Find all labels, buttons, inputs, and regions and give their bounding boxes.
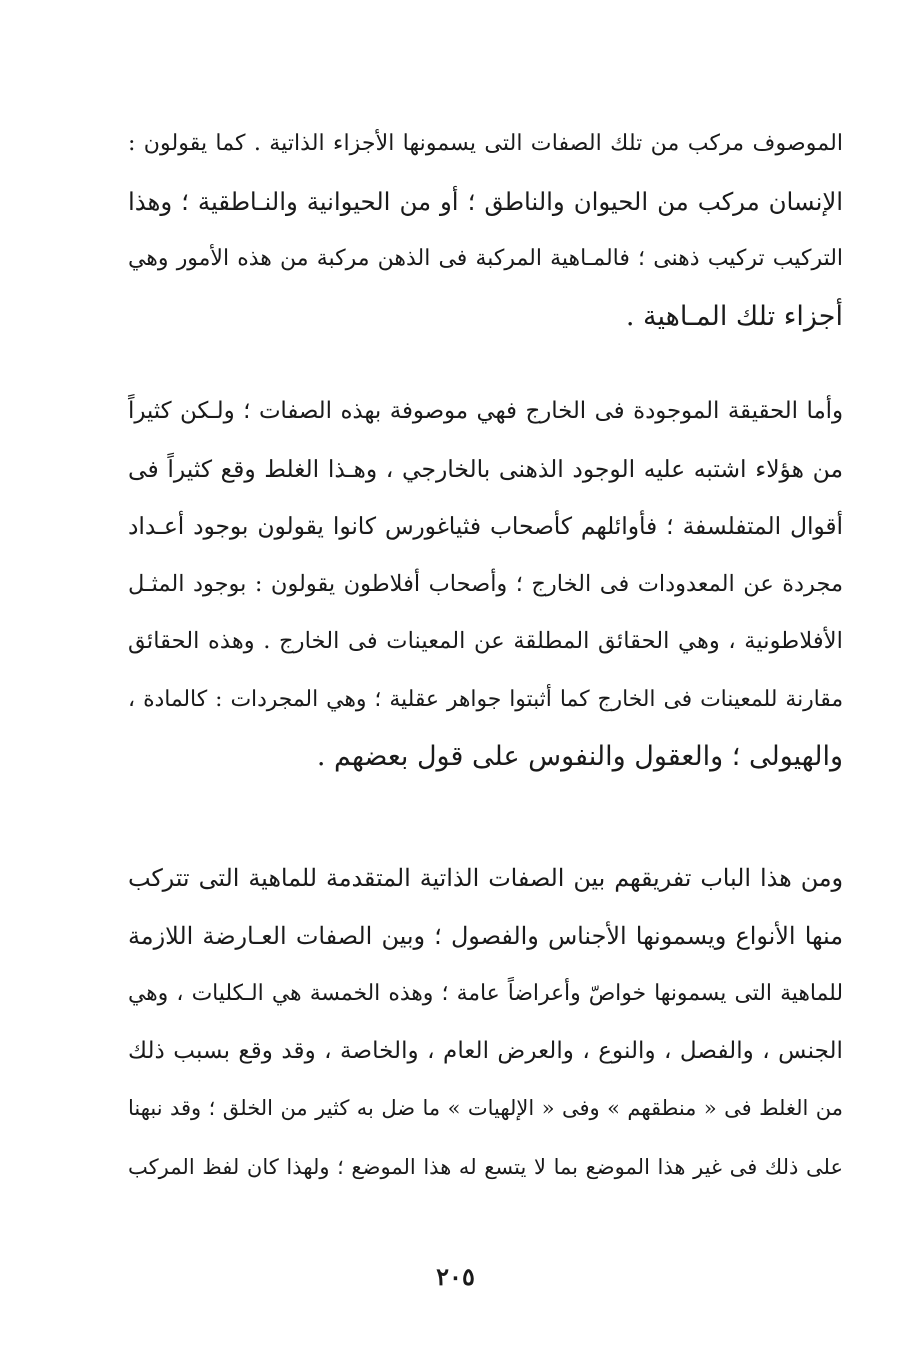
text-line: والهيولى ؛ والعقول والنفوس على قول بعضهم . <box>316 741 843 772</box>
text-line: مجردة عن المعدودات فى الخارج ؛ وأصحاب أفلاطون يقولون : بوجود المثـل <box>128 570 843 597</box>
text-line: الإنسان مركب من الحيوان والناطق ؛ أو من الحيوانية والنـاطقية ؛ وهذا <box>128 186 843 216</box>
text-line: منها الأنواع ويسمونها الأجناس والفصول ؛ وبين الصفات العـارضة اللازمة <box>128 921 843 950</box>
text-line: على ذلك فى غير هذا الموضع بما لا يتسع له هذا الموضع ؛ ولهذا كان لفظ المركب <box>128 1153 843 1179</box>
text-line: الأفلاطونية ، وهي الحقائق المطلقة عن المعينات فى الخارج . وهذه الحقائق <box>128 628 843 654</box>
paragraph-2 <box>128 383 843 786</box>
text-line: التركيب تركيب ذهنى ؛ فالمـاهية المركبة فى الذهن مركبة من هذه الأمور وهي <box>128 246 843 271</box>
text-line: للماهية التى يسمونها خواصّ وأعراضاً عامة ؛ وهذه الخمسة هي الـكليات ، وهي <box>128 981 843 1006</box>
text-line: من هؤلاء اشتبه عليه الوجود الذهنى بالخارجي ، وهـذا الغلط وقع كثيراً فى <box>128 454 843 483</box>
text-line: وأما الحقيقة الموجودة فى الخارج فهي موصوفة بهذه الصفات ؛ ولـكن كثيراً <box>128 398 843 424</box>
text-line: مقارنة للمعينات فى الخارج كما أثبتوا جواهر عقلية ؛ وهي المجردات : كالمادة ، <box>128 686 843 712</box>
text-line: ومن هذا الباب تفريقهم بين الصفات الذاتية المتقدمة للماهية التى تتركب <box>128 864 843 892</box>
page-number: ٢٠٥ <box>436 1262 475 1291</box>
text-line: الجنس ، والفصل ، والنوع ، والعرض العام ، والخاصة ، وقد وقع بسبب ذلك <box>128 1037 843 1064</box>
paragraph-1 <box>128 115 843 345</box>
text-line: أجزاء تلك المـاهية . <box>625 300 843 332</box>
paragraph-3 <box>128 850 843 1195</box>
text-line: الموصوف مركب من تلك الصفات التى يسمونها الأجزاء الذاتية . كما يقولون : <box>128 130 843 156</box>
text-line: أقوال المتفلسفة ؛ فأوائلهم كأصحاب فثياغورس كانوا يقولون بوجود أعـداد <box>128 513 843 540</box>
text-line: من الغلط فى « منطقهم » وفى « الإلهيات » ما ضل به كثير من الخلق ؛ وقد نبهنا <box>128 1096 843 1120</box>
